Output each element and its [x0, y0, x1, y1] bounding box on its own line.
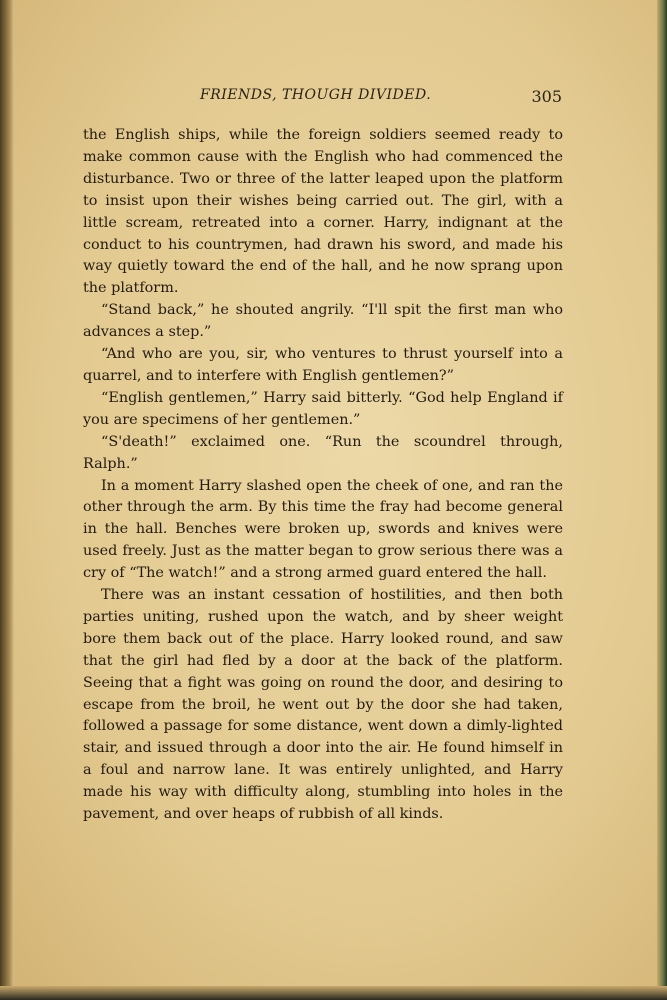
page-edge	[657, 0, 667, 1000]
running-head: FRIENDS, THOUGH DIVIDED.	[200, 87, 432, 103]
paragraph: “English gentlemen,” Harry said bitterly. “God help England if you are specimens of her gentlemen.”	[83, 389, 563, 428]
page-gutter	[0, 0, 14, 1000]
paragraph: There was an instant cessation of hostilities, and then both parties uniting, rushed upon the watch, and by sheer weight bore them back out of the place. Harry looked round, and saw that the girl had fled by a door at the back of the platform. Seeing that a fight was going on round the door, and desiring to escape from the broil, he went out by the door she had taken, followed a passage for some distance, went down a dimly-lighted stair, and issued through a door into the air. He found himself in a foul and narrow lane. It was entirely unlighted, and Harry made his way with difficulty along, stumbling into holes in the pavement, and over heaps of rubbish of all kinds.	[83, 587, 563, 823]
paragraph: “And who are you, sir, who ventures to thrust yourself into a quarrel, and to interfere with English gentlemen?”	[83, 346, 563, 384]
paragraph: “S'death!” exclaimed one. “Run the scoundrel through, Ralph.”	[83, 433, 563, 472]
paragraph: the English ships, while the foreign soldiers seemed ready to make common cause with the English who had commenced the disturbance. Two or three of the latter leaped upon the platform to insist upon their wishes being carried out. The girl, with a little scream, retreated into a corner. Harry, indignant at the conduct to his countrymen, had drawn his sword, and made his way quietly toward the end of the hall, and he now sprang upon the platform.	[83, 127, 563, 297]
paragraph: “Stand back,” he shouted angrily. “I'll spit the first man who advances a step.”	[83, 302, 563, 341]
page-header	[82, 87, 562, 109]
page-bottom-edge	[0, 986, 667, 1000]
paragraph: In a moment Harry slashed open the cheek of one, and ran the other through the arm. By this time the fray had become general in the hall. Benches were broken up, swords and knives were used freely. Just as the matter began to grow serious there was a cry of “The watch!” and a strong armed guard entered the hall.	[83, 477, 563, 582]
page-number: 305	[531, 87, 562, 106]
body-text	[83, 125, 563, 826]
